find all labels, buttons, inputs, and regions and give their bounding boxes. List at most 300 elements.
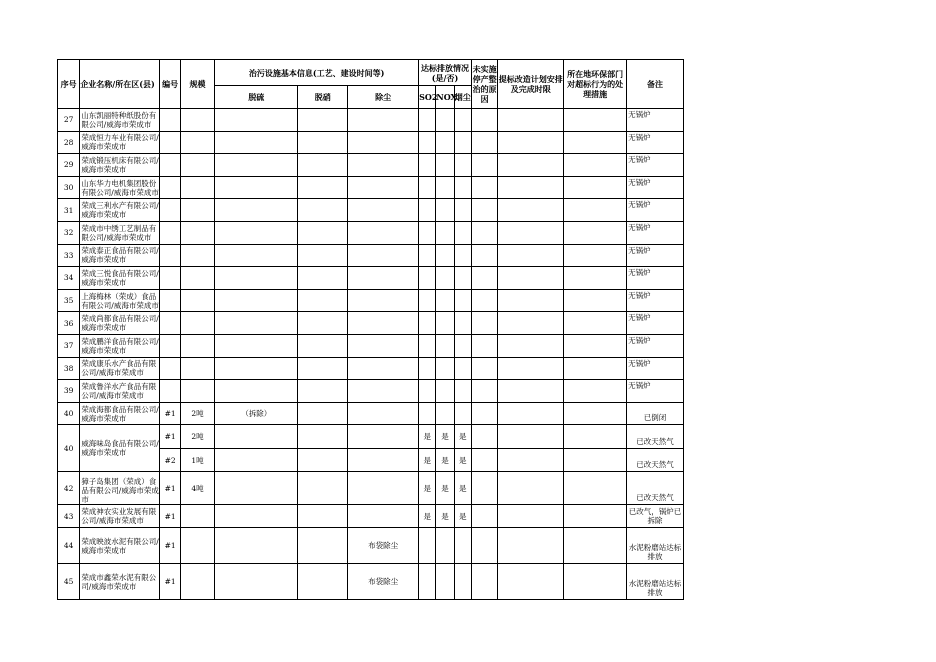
row-denitr (298, 244, 348, 267)
company-name: 荣成映波水泥有限公司/威海市荣成市 (81, 536, 159, 555)
table-row (58, 199, 684, 222)
row-scale (180, 289, 214, 312)
row-dedust (348, 267, 419, 290)
company-name: 荣成三利水产有限公司/威海市荣成市 (81, 201, 159, 220)
row-desulfur (215, 528, 298, 564)
row-denitr (298, 154, 348, 177)
company-name-cell (80, 199, 160, 222)
header-facility-info: 治污设施基本信息(工艺、建设时间等) (215, 60, 419, 86)
row-reason (471, 154, 497, 177)
row-plan (498, 472, 564, 505)
row-nox: 是 (436, 425, 454, 449)
row-seq: 45 (58, 564, 80, 600)
row-desulfur (215, 176, 298, 199)
row-remark: 无锅炉 (627, 199, 684, 222)
row-desulfur (215, 312, 298, 335)
row-reason (471, 267, 497, 290)
row-measures (564, 448, 627, 472)
row-dust: 是 (454, 425, 471, 449)
row-denitr (298, 199, 348, 222)
row-so2 (419, 312, 436, 335)
row-dust (454, 334, 471, 357)
row-desulfur (215, 109, 298, 132)
row-measures (564, 199, 627, 222)
row-dust (454, 176, 471, 199)
row-denitr (298, 505, 348, 528)
company-name-cell (80, 528, 160, 564)
row-measures (564, 312, 627, 335)
row-seq: 37 (58, 334, 80, 357)
row-seq: 32 (58, 221, 80, 244)
row-so2 (419, 176, 436, 199)
row-scale (180, 109, 214, 132)
row-remark: 无锅炉 (627, 289, 684, 312)
row-plan (498, 154, 564, 177)
row-measures (564, 472, 627, 505)
row-desulfur: （拆除） (215, 402, 298, 425)
row-scale (180, 357, 214, 380)
row-dedust (348, 154, 419, 177)
row-nox (436, 528, 454, 564)
row-number: #1 (160, 425, 180, 449)
row-scale (180, 267, 214, 290)
row-nox (436, 131, 454, 154)
row-desulfur (215, 357, 298, 380)
row-nox (436, 289, 454, 312)
company-name: 威海味岛食品有限公司/威海市荣成市 (81, 439, 159, 458)
row-plan (498, 564, 564, 600)
row-so2: 是 (419, 505, 436, 528)
row-nox (436, 564, 454, 600)
table-row (58, 154, 684, 177)
row-remark: 已改气，锅炉已拆除 (627, 505, 684, 528)
row-reason (471, 564, 497, 600)
row-denitr (298, 472, 348, 505)
row-denitr (298, 425, 348, 449)
row-so2 (419, 244, 436, 267)
row-denitr (298, 221, 348, 244)
row-dedust (348, 357, 419, 380)
row-seq: 40 (58, 402, 80, 425)
row-desulfur (215, 425, 298, 449)
row-dust (454, 357, 471, 380)
table-row (58, 334, 684, 357)
company-name: 山东凯丽特种纸股份有限公司/威海市荣成市 (81, 110, 157, 129)
row-reason (471, 357, 497, 380)
row-remark: 无锅炉 (627, 380, 684, 403)
company-name-cell (80, 380, 160, 403)
table-row (58, 402, 684, 425)
row-desulfur (215, 289, 298, 312)
row-dedust: 布袋除尘 (348, 528, 419, 564)
company-name-cell (80, 312, 160, 335)
header-company: 企业名称/所在区(县) (80, 60, 160, 109)
row-seq: 35 (58, 289, 80, 312)
row-nox (436, 402, 454, 425)
company-name-cell (80, 244, 160, 267)
row-measures (564, 267, 627, 290)
table-row (58, 109, 684, 132)
row-nox (436, 221, 454, 244)
row-dedust (348, 176, 419, 199)
row-measures (564, 528, 627, 564)
table-row (58, 267, 684, 290)
row-scale (180, 176, 214, 199)
header-measures: 所在地环保部门对超标行为的处理措施 (564, 60, 627, 109)
row-nox: 是 (436, 472, 454, 505)
row-seq: 27 (58, 109, 80, 132)
header-dust: 烟尘 (454, 86, 471, 109)
row-reason (471, 448, 497, 472)
row-measures (564, 425, 627, 449)
row-seq: 43 (58, 505, 80, 528)
header-scale: 规模 (180, 60, 214, 109)
row-dedust (348, 402, 419, 425)
row-desulfur (215, 380, 298, 403)
row-dust (454, 244, 471, 267)
row-reason (471, 402, 497, 425)
row-so2 (419, 154, 436, 177)
row-seq: 39 (58, 380, 80, 403)
row-dedust (348, 244, 419, 267)
row-desulfur (215, 267, 298, 290)
row-reason (471, 109, 497, 132)
company-name: 荣成海都食品有限公司/威海市荣成市 (81, 404, 159, 423)
company-name-cell (80, 472, 160, 505)
row-desulfur (215, 334, 298, 357)
row-remark: 已改天然气 (627, 425, 684, 449)
row-number: #1 (160, 564, 180, 600)
row-remark: 无锅炉 (627, 267, 684, 290)
company-name: 上海梅林（荣成）食品有限公司/威海市荣成市 (81, 291, 159, 310)
row-scale: 2吨 (180, 402, 214, 425)
row-nox (436, 267, 454, 290)
row-dust (454, 564, 471, 600)
row-so2 (419, 528, 436, 564)
row-denitr (298, 131, 348, 154)
row-number (160, 380, 180, 403)
row-remark: 无锅炉 (627, 357, 684, 380)
row-number: #1 (160, 505, 180, 528)
company-name: 荣成康乐水产食品有限公司/威海市荣成市 (81, 359, 157, 378)
header-compliance: 达标排放情况(是/否) (419, 60, 472, 86)
row-nox (436, 244, 454, 267)
row-so2 (419, 289, 436, 312)
row-so2 (419, 221, 436, 244)
row-dedust (348, 380, 419, 403)
company-name: 荣成市鑫荣水泥有限公司/威海市荣成市 (81, 572, 157, 591)
company-name: 荣成恒力车业有限公司/威海市荣成市 (81, 133, 159, 152)
header-seq: 序号 (58, 60, 80, 109)
row-measures (564, 380, 627, 403)
row-nox (436, 357, 454, 380)
row-seq: 36 (58, 312, 80, 335)
row-nox (436, 380, 454, 403)
row-remark: 已改天然气 (627, 472, 684, 505)
company-name-cell (80, 221, 160, 244)
row-remark: 水泥粉磨站达标排放 (627, 528, 684, 564)
table-row (58, 505, 684, 528)
row-dust: 是 (454, 505, 471, 528)
row-reason (471, 380, 497, 403)
row-scale (180, 564, 214, 600)
row-so2 (419, 109, 436, 132)
row-dust (454, 199, 471, 222)
row-remark: 无锅炉 (627, 312, 684, 335)
company-name-cell (80, 131, 160, 154)
company-name: 荣成锻压机床有限公司/威海市荣成市 (81, 155, 159, 174)
row-dedust (348, 505, 419, 528)
row-plan (498, 402, 564, 425)
row-scale (180, 334, 214, 357)
row-reason (471, 131, 497, 154)
table-row (58, 564, 684, 600)
row-seq: 38 (58, 357, 80, 380)
row-dedust (348, 131, 419, 154)
row-scale (180, 154, 214, 177)
row-denitr (298, 448, 348, 472)
row-number (160, 154, 180, 177)
row-measures (564, 176, 627, 199)
company-name-cell (80, 176, 160, 199)
row-denitr (298, 312, 348, 335)
row-dust (454, 289, 471, 312)
row-plan (498, 312, 564, 335)
row-denitr (298, 402, 348, 425)
company-name-cell (80, 334, 160, 357)
row-number: #1 (160, 472, 180, 505)
row-scale: 4吨 (180, 472, 214, 505)
row-remark: 无锅炉 (627, 221, 684, 244)
company-name: 荣成三悦食品有限公司/威海市荣成市 (81, 268, 159, 287)
row-seq: 29 (58, 154, 80, 177)
row-measures (564, 505, 627, 528)
row-reason (471, 244, 497, 267)
table-row (58, 312, 684, 335)
row-seq: 31 (58, 199, 80, 222)
table-row (58, 244, 684, 267)
row-so2: 是 (419, 448, 436, 472)
row-seq: 40 (58, 425, 80, 472)
row-desulfur (215, 472, 298, 505)
row-dust: 是 (454, 448, 471, 472)
row-scale (180, 528, 214, 564)
header-nox: NOX (436, 86, 454, 109)
row-plan (498, 357, 564, 380)
emission-table (57, 59, 684, 600)
row-reason (471, 312, 497, 335)
row-plan (498, 131, 564, 154)
row-dedust (348, 312, 419, 335)
row-remark: 无锅炉 (627, 176, 684, 199)
row-so2 (419, 564, 436, 600)
row-measures (564, 289, 627, 312)
row-dust (454, 380, 471, 403)
header-desulfur: 脱硫 (215, 86, 298, 109)
row-reason (471, 221, 497, 244)
row-scale (180, 505, 214, 528)
row-plan (498, 505, 564, 528)
row-number: #1 (160, 402, 180, 425)
row-so2 (419, 380, 436, 403)
row-dust (454, 312, 471, 335)
row-desulfur (215, 199, 298, 222)
row-scale (180, 244, 214, 267)
company-name: 荣成尚都食品有限公司/威海市荣成市 (81, 314, 159, 333)
company-name-cell (80, 154, 160, 177)
row-denitr (298, 564, 348, 600)
table-row (58, 528, 684, 564)
row-dedust: 布袋除尘 (348, 564, 419, 600)
row-desulfur (215, 564, 298, 600)
header-plan: 提标改造计划安排及完成时限 (498, 60, 564, 109)
company-name-cell (80, 109, 160, 132)
table-row (58, 472, 684, 505)
row-dust: 是 (454, 472, 471, 505)
row-number (160, 334, 180, 357)
row-dust (454, 528, 471, 564)
row-plan (498, 109, 564, 132)
row-plan (498, 425, 564, 449)
row-seq: 30 (58, 176, 80, 199)
row-dedust (348, 472, 419, 505)
header-number: 编号 (160, 60, 180, 109)
row-measures (564, 402, 627, 425)
row-measures (564, 334, 627, 357)
row-number: #2 (160, 448, 180, 472)
row-desulfur (215, 154, 298, 177)
row-denitr (298, 176, 348, 199)
row-remark: 无锅炉 (627, 244, 684, 267)
row-number (160, 312, 180, 335)
row-plan (498, 528, 564, 564)
row-desulfur (215, 505, 298, 528)
row-remark: 无锅炉 (627, 109, 684, 132)
row-scale (180, 380, 214, 403)
row-nox (436, 154, 454, 177)
row-nox (436, 199, 454, 222)
row-so2 (419, 402, 436, 425)
row-dedust (348, 199, 419, 222)
row-nox (436, 109, 454, 132)
row-number (160, 357, 180, 380)
row-nox (436, 334, 454, 357)
row-measures (564, 564, 627, 600)
row-dedust (348, 334, 419, 357)
row-scale (180, 312, 214, 335)
row-dedust (348, 425, 419, 449)
row-reason (471, 199, 497, 222)
company-name-cell (80, 564, 160, 600)
row-measures (564, 221, 627, 244)
row-scale (180, 131, 214, 154)
table-row (58, 357, 684, 380)
header-reason: 未实施停产整治的原因 (471, 60, 497, 109)
row-plan (498, 380, 564, 403)
row-dust (454, 131, 471, 154)
company-name-cell (80, 425, 160, 472)
row-number (160, 267, 180, 290)
row-denitr (298, 528, 348, 564)
row-number: #1 (160, 528, 180, 564)
row-plan (498, 221, 564, 244)
row-nox (436, 312, 454, 335)
table-row (58, 380, 684, 403)
row-remark: 已改天然气 (627, 448, 684, 472)
row-desulfur (215, 131, 298, 154)
row-dust (454, 109, 471, 132)
row-denitr (298, 109, 348, 132)
row-plan (498, 176, 564, 199)
row-so2 (419, 334, 436, 357)
header-so2: SO2 (419, 86, 436, 109)
row-reason (471, 176, 497, 199)
row-reason (471, 289, 497, 312)
row-desulfur (215, 244, 298, 267)
row-so2 (419, 131, 436, 154)
row-number (160, 109, 180, 132)
row-seq: 28 (58, 131, 80, 154)
row-plan (498, 244, 564, 267)
row-seq: 42 (58, 472, 80, 505)
header-remark: 备注 (627, 60, 684, 109)
row-plan (498, 448, 564, 472)
header-denitr: 脱硝 (298, 86, 348, 109)
row-so2 (419, 199, 436, 222)
row-number (160, 244, 180, 267)
company-name: 荣成神农实业发展有限公司/威海市荣成市 (81, 507, 157, 526)
row-dedust (348, 448, 419, 472)
row-so2: 是 (419, 425, 436, 449)
row-dedust (348, 221, 419, 244)
row-measures (564, 131, 627, 154)
row-number (160, 131, 180, 154)
table-row (58, 131, 684, 154)
row-measures (564, 357, 627, 380)
row-dedust (348, 289, 419, 312)
company-name: 荣成鹏洋食品有限公司/威海市荣成市 (81, 336, 159, 355)
row-measures (564, 244, 627, 267)
row-plan (498, 267, 564, 290)
row-remark: 已倒闭 (627, 402, 684, 425)
row-so2 (419, 357, 436, 380)
row-seq: 33 (58, 244, 80, 267)
row-dust (454, 402, 471, 425)
row-so2: 是 (419, 472, 436, 505)
row-dust (454, 154, 471, 177)
row-denitr (298, 357, 348, 380)
company-name-cell (80, 289, 160, 312)
row-scale: 2吨 (180, 425, 214, 449)
header-dedust: 除尘 (348, 86, 419, 109)
row-nox: 是 (436, 505, 454, 528)
row-dust (454, 221, 471, 244)
row-nox (436, 176, 454, 199)
table-body (58, 109, 684, 600)
table-row (58, 425, 684, 449)
row-plan (498, 289, 564, 312)
row-dust (454, 267, 471, 290)
row-plan (498, 334, 564, 357)
company-name-cell (80, 357, 160, 380)
company-name: 荣成鲁洋水产食品有限公司/威海市荣成市 (81, 381, 157, 400)
row-seq: 34 (58, 267, 80, 290)
row-reason (471, 472, 497, 505)
company-name: 山东华力电机集团股份有限公司/威海市荣成市 (81, 178, 159, 197)
row-denitr (298, 334, 348, 357)
row-reason (471, 505, 497, 528)
row-so2 (419, 267, 436, 290)
